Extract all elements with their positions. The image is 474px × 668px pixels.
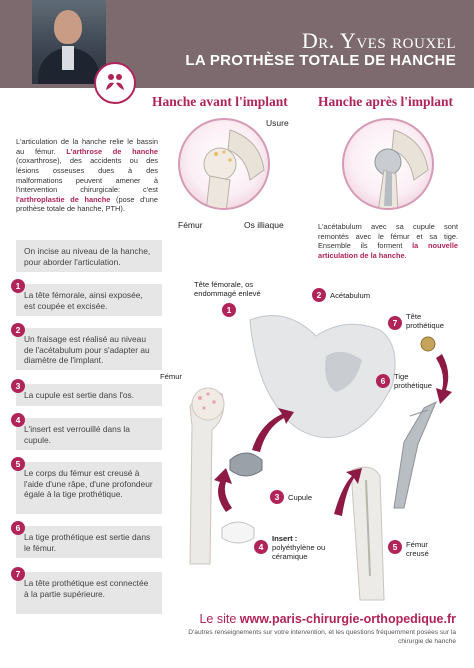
label-acetabulum: Acétabulum bbox=[330, 291, 371, 300]
diagram-badge-2: 2 bbox=[312, 288, 326, 302]
step-3-badge: 3 bbox=[11, 379, 25, 393]
step-5-box: Le corps du fémur est creusé à l'aide d'une râpe, d'une profondeur égale à la tige prothétique. bbox=[16, 462, 162, 514]
diagram-badge-6: 6 bbox=[376, 374, 390, 388]
hip-before-illustration bbox=[178, 118, 270, 210]
label-femur: Fémur bbox=[178, 220, 203, 230]
before-heading: Hanche avant l'implant bbox=[152, 94, 288, 109]
clinic-logo-icon bbox=[94, 62, 136, 104]
page-title: LA PROTHÈSE TOTALE DE HANCHE bbox=[185, 52, 456, 69]
step-7-badge: 7 bbox=[11, 567, 25, 581]
doctor-photo bbox=[32, 0, 106, 84]
doctor-name: Dr. Yves rouxel bbox=[301, 28, 456, 53]
after-heading: Hanche après l'implant bbox=[318, 94, 454, 109]
label-femur-creuse: Fémur creusé bbox=[406, 540, 429, 559]
label-usure: Usure bbox=[266, 118, 289, 128]
label-femur-diagram: Fémur bbox=[160, 372, 182, 381]
label-tete-prothetique: Tête prothétique bbox=[406, 312, 444, 331]
step-5-badge: 5 bbox=[11, 457, 25, 471]
step-6-badge: 6 bbox=[11, 521, 25, 535]
step-1-badge: 1 bbox=[11, 279, 25, 293]
step-6-box: La tige prothétique est sertie dans le fémur. bbox=[16, 526, 162, 558]
footer-note: D'autres renseignements sur votre intervention, et les questions fréquemment posées sur la chirurgie de hanche bbox=[188, 629, 456, 645]
label-cupule: Cupule bbox=[288, 493, 313, 502]
label-insert: Insert : polyéthylène ou céramique bbox=[272, 534, 326, 562]
step-4-badge: 4 bbox=[11, 413, 25, 427]
after-paragraph: L'acétabulum avec sa cupule sont remontés avec le fémur et sa tige. Ensemble ils forment la nouvelle articulation de la hanche. bbox=[318, 222, 459, 260]
step-2-box: Un fraisage est réalisé au niveau de l'acétabulum pour s'adapter au diamètre de l'implant. bbox=[16, 328, 162, 370]
step-1-box: La tête fémorale, ainsi exposée, est coupée et excisée. bbox=[16, 284, 162, 316]
diagram-badge-5: 5 bbox=[388, 540, 402, 554]
step-3-box: La cupule est sertie dans l'os. bbox=[16, 384, 162, 406]
step-7-box: La tête prothétique est connectée à la partie supérieure. bbox=[16, 572, 162, 614]
diagram-badge-7: 7 bbox=[388, 316, 402, 330]
label-os-iliaque: Os illiaque bbox=[244, 220, 284, 230]
step-incision: On incise au niveau de la hanche, pour aborder l'articulation. bbox=[16, 240, 162, 272]
diagram-badge-1: 1 bbox=[222, 303, 236, 317]
surgery-diagram bbox=[160, 276, 472, 604]
step-2-badge: 2 bbox=[11, 323, 25, 337]
label-tige-prothetique: Tige prothétique bbox=[394, 372, 432, 391]
website-link[interactable]: Le site www.paris-chirurgie-orthopedique.fr bbox=[199, 612, 456, 626]
intro-paragraph: L'articulation de la hanche relie le bassin au fémur. L'arthrose de hanche (coxarthrose), des accidents ou des lésions osseuses dues à des malformations peuvent amener à l'intervention chirurgicale: c'est l'arthroplastie de hanche (pose d'une prothèse totale de hanche, PTH). bbox=[16, 137, 159, 214]
diagram-badge-4: 4 bbox=[254, 540, 268, 554]
step-4-box: L'insert est verrouillé dans la cupule. bbox=[16, 418, 162, 450]
label-tete-femorale: Tête fémorale, os endommagé enlevé bbox=[194, 280, 261, 299]
diagram-badge-3: 3 bbox=[270, 490, 284, 504]
hip-after-illustration bbox=[342, 118, 434, 210]
header-banner bbox=[0, 0, 474, 88]
